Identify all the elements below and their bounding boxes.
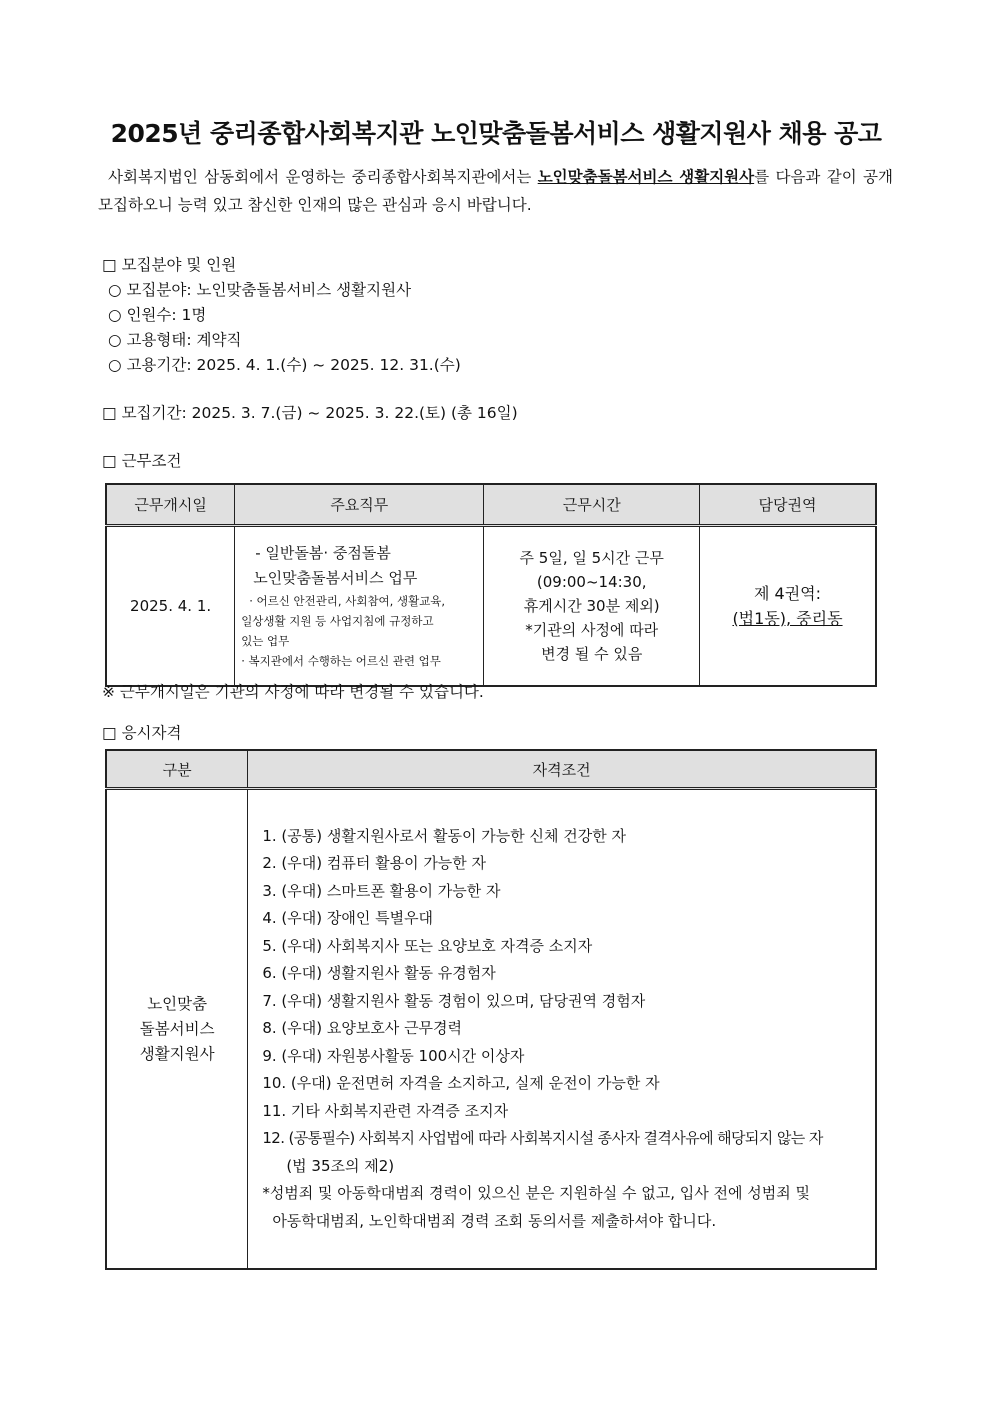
qualification-item: 5. (우대) 사회복지사 또는 요양보호 자격증 소지자 xyxy=(262,936,593,955)
category-line: 생활지원사 xyxy=(139,1044,215,1063)
qualification-item: 8. (우대) 요양보호사 근무경력 xyxy=(262,1019,463,1038)
duty-cell xyxy=(235,526,484,687)
header-hours: 근무시간 xyxy=(484,484,700,526)
recruit-item: ○ 고용기간: 2025. 4. 1.(수) ~ 2025. 12. 31.(수) xyxy=(108,356,461,374)
recruit-heading: □ 모집분야 및 인원 xyxy=(102,256,237,274)
qualification-item: 9. (우대) 자원봉사활동 100시간 이상자 xyxy=(262,1046,525,1065)
duty-sub-3: 있는 업무 xyxy=(241,634,290,648)
period-line: □ 모집기간: 2025. 3. 7.(금) ~ 2025. 3. 22.(토) (총 16일) xyxy=(102,404,518,422)
qualification-note-cont: 아동학대범죄, 노인학대범죄 경력 조회 동의서를 제출하셔야 합니다. xyxy=(272,1211,717,1230)
table-row xyxy=(106,526,876,687)
start-date-cell: 2025. 4. 1. xyxy=(106,526,235,687)
hours-line: 변경 될 수 있음 xyxy=(541,645,643,663)
qualification-table xyxy=(105,749,877,1270)
start-date-note: ※ 근무개시일은 기관의 사정에 따라 변경될 수 있습니다. xyxy=(102,683,484,701)
table-header-row xyxy=(106,484,876,526)
area-cell xyxy=(700,526,876,687)
category-line: 돌봄서비스 xyxy=(139,1019,215,1038)
category-line: 노인맞춤 xyxy=(147,994,208,1013)
page-title: 2025년 중리종합사회복지관 노인맞춤돌봄서비스 생활지원사 채용 공고 xyxy=(110,119,882,148)
intro-text-1: 사회복지법인 삼동회에서 운영하는 중리종합사회복지관에서는 xyxy=(108,168,538,186)
header-area: 담당권역 xyxy=(700,484,876,526)
recruit-item: ○ 모집분야: 노인맞춤돌봄서비스 생활지원사 xyxy=(108,281,412,299)
hours-line: 휴게시간 30분 제외) xyxy=(523,597,660,615)
qualification-item: 6. (우대) 생활지원사 활동 유경험자 xyxy=(262,964,496,983)
category-cell xyxy=(106,789,248,1270)
duty-main-2: 노인맞춤돌봄서비스 업무 xyxy=(253,569,418,587)
qualification-item-cont: (법 35조의 제2) xyxy=(286,1156,395,1175)
area-line-2: (법1동), 중리동 xyxy=(732,609,843,628)
header-duty: 주요직무 xyxy=(235,484,484,526)
intro-text-2: 를 다음과 같이 공개 모집하오니 능력 있고 참신한 인재의 많은 관심과 응시 바랍니다. xyxy=(98,168,893,214)
intro-emphasis: 노인맞춤돌봄서비스 생활지원사 xyxy=(537,168,755,186)
hours-cell xyxy=(484,526,700,687)
table-row xyxy=(106,789,876,1270)
area-line-1: 제 4권역: xyxy=(753,584,822,603)
qualification-note: *성범죄 및 아동학대범죄 경력이 있으신 분은 지원하실 수 없고, 입사 전에 성범죄 및 xyxy=(262,1184,810,1203)
header-start-date: 근무개시일 xyxy=(106,484,235,526)
work-conditions-table xyxy=(105,483,877,687)
qualification-item: 12. (공통필수) 사회복지 사업법에 따라 사회복지시설 종사자 결격사유에 해당되지 않는 자 xyxy=(262,1129,823,1148)
qualification-item: 2. (우대) 컴퓨터 활용이 가능한 자 xyxy=(262,854,487,873)
qualification-item: 7. (우대) 생활지원사 활동 경험이 있으며, 담당권역 경험자 xyxy=(262,991,646,1010)
qualification-item: 4. (우대) 장애인 특별우대 xyxy=(262,909,434,928)
hours-line: *기관의 사정에 따라 xyxy=(525,621,659,639)
duty-sub-4: · 복지관에서 수행하는 어르신 관련 업무 xyxy=(241,654,441,668)
conditions-heading: □ 근무조건 xyxy=(102,452,182,470)
qualification-item: 11. 기타 사회복지관련 자격증 조지자 xyxy=(262,1101,509,1120)
duty-sub-2: 일상생활 지원 등 사업지침에 규정하고 xyxy=(241,614,434,628)
eligibility-heading: □ 응시자격 xyxy=(102,724,182,742)
duty-main-1: - 일반돌봄· 중점돌봄 xyxy=(255,544,391,562)
qualification-item: 3. (우대) 스마트폰 활용이 가능한 자 xyxy=(262,881,501,900)
qualification-item: 1. (공통) 생활지원사로서 활동이 가능한 신체 건강한 자 xyxy=(262,826,626,845)
header-qualifications: 자격조건 xyxy=(248,750,876,789)
hours-line: (09:00~14:30, xyxy=(536,573,647,591)
qualifications-cell xyxy=(248,789,876,1270)
intro-paragraph xyxy=(98,163,893,219)
recruit-item: ○ 인원수: 1명 xyxy=(108,306,207,324)
table-header-row xyxy=(106,750,876,789)
header-category: 구분 xyxy=(106,750,248,789)
recruit-item: ○ 고용형태: 계약직 xyxy=(108,331,242,349)
hours-line: 주 5일, 일 5시간 근무 xyxy=(519,549,664,567)
qualification-item: 10. (우대) 운전면허 자격을 소지하고, 실제 운전이 가능한 자 xyxy=(262,1074,660,1093)
duty-sub-1: · 어르신 안전관리, 사회참여, 생활교육, xyxy=(249,594,446,608)
